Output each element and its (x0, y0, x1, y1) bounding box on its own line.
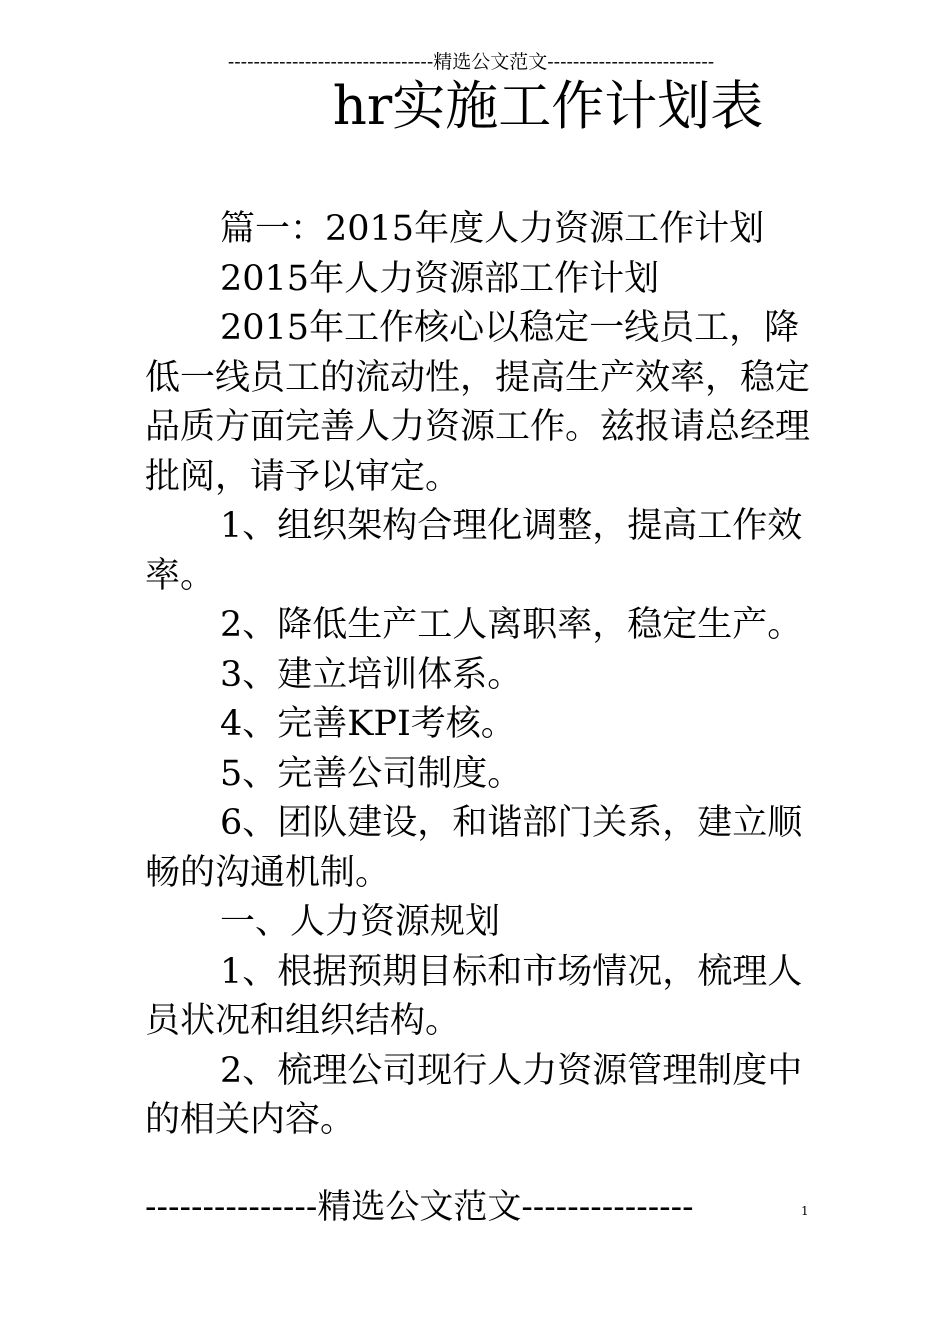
page-footer: ---------------精选公文范文--------------- (145, 1187, 694, 1227)
paragraph: 5、完善公司制度。 (220, 753, 523, 794)
paragraph: 篇一：2015年度人力资源工作计划 (220, 209, 765, 249)
paragraph: 1、根据预期目标和市场情况，梳理人员状况和组织结构。 (145, 951, 803, 1041)
paragraph: 4、完善KPI考核。 (220, 704, 516, 744)
document-body (145, 205, 825, 1146)
paragraph: 3、建立培训体系。 (220, 654, 523, 695)
paragraph: 2、梳理公司现行人力资源管理制度中的相关内容。 (145, 1050, 803, 1140)
paragraph: 2、降低生产工人离职率，稳定生产。 (220, 605, 803, 645)
paragraph: 2015年工作核心以稳定一线员工，降低一线员工的流动性，提高生产效率，稳定品质方面完善人力资源工作。兹报请总经理批阅，请予以审定。 (145, 308, 811, 497)
paragraph: 6、团队建设，和谐部门关系，建立顺畅的沟通机制。 (145, 803, 803, 893)
section-heading: 一、人力资源规划 (220, 902, 501, 942)
paragraph: 1、组织架构合理化调整，提高工作效率。 (145, 506, 803, 596)
page-header: --------------------------------精选公文范文-------------------------- (227, 51, 715, 73)
paragraph: 2015年人力资源部工作计划 (220, 258, 660, 299)
document-title: hr实施工作计划表 (332, 76, 764, 137)
page-number: 1 (801, 1204, 809, 1218)
